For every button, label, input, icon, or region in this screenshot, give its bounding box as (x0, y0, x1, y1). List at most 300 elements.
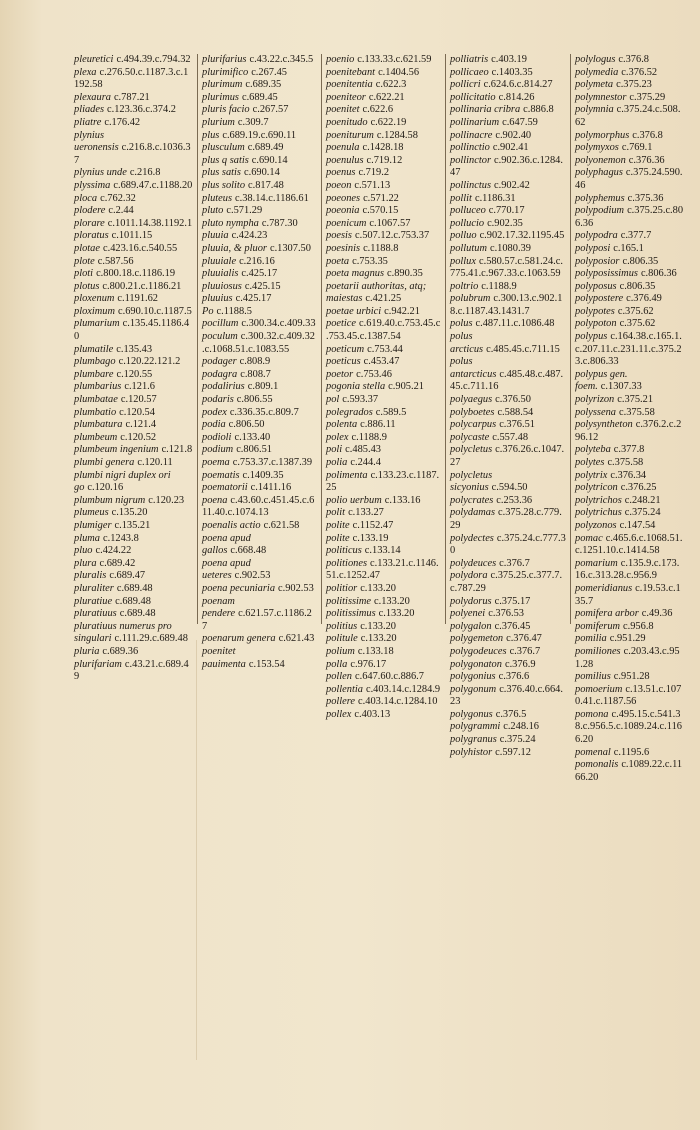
index-term: plodere (74, 205, 106, 217)
index-reference: c.770.17 (488, 205, 525, 217)
index-entry (202, 533, 317, 558)
index-reference: c.376.7 (509, 645, 541, 657)
index-entry (450, 281, 566, 294)
index-entry (326, 92, 441, 105)
index-entry (74, 646, 193, 659)
index-term: plexaura (74, 91, 111, 103)
index-entry (326, 444, 441, 457)
index-entry (326, 306, 441, 319)
index-reference: c.276.50.c.1187.3.c.1192.58 (74, 66, 189, 91)
index-entry (575, 621, 684, 634)
index-entry (74, 621, 193, 646)
index-term: polycaste (450, 431, 490, 443)
index-reference: c.133.20 (378, 608, 415, 620)
index-term: plumbago (74, 356, 116, 368)
index-entry (326, 180, 441, 193)
index-reference: c.622.19 (370, 116, 407, 128)
index-reference: c.376.53 (488, 608, 524, 620)
index-reference: c.133.23.c.1187.25 (326, 469, 440, 494)
index-reference: c.485.45.c.711.15 (486, 343, 560, 355)
index-reference: c.1307.33 (600, 381, 642, 393)
index-reference: c.689.42 (99, 557, 136, 569)
index-entry (450, 318, 566, 331)
index-reference: c.956.8 (623, 620, 654, 632)
index-entry (575, 646, 684, 671)
index-term: pomilia (575, 633, 607, 645)
index-entry (450, 54, 566, 67)
index-entry (575, 759, 684, 784)
index-reference: c.1307.50 (269, 242, 311, 254)
index-entry (202, 268, 317, 281)
index-entry (326, 407, 441, 420)
index-reference: c.806.51 (236, 444, 272, 456)
index-reference: c.375.24 (499, 734, 536, 746)
index-reference: c.689.35 (245, 79, 282, 91)
index-term: polydeuces (450, 557, 497, 569)
index-entry (74, 407, 193, 420)
index-entry (450, 394, 566, 407)
page-fold-line (196, 640, 197, 1060)
index-entry (202, 482, 317, 495)
index-term: pomoerium (575, 683, 623, 695)
index-reference: c.808.7 (240, 368, 271, 380)
index-reference: c.135.43 (116, 343, 153, 355)
index-entry (74, 92, 193, 105)
index-reference: c.587.56 (97, 255, 134, 267)
index-reference: c.495.15.c.541.38.c.956.5.c.1089.24.c.1166.20 (575, 708, 682, 746)
index-entry (450, 507, 566, 532)
index-term: poenitudo (326, 116, 368, 128)
index-term: polypodium (575, 205, 625, 217)
index-term: pollinaria cribra (450, 104, 521, 116)
index-term: plus q satis (202, 154, 249, 166)
index-reference: c.689.48 (116, 582, 153, 594)
index-term: pliades (74, 104, 105, 116)
index-reference: c.120.54 (119, 406, 155, 418)
index-term: poeticus (326, 356, 361, 368)
index-term: podagra (202, 368, 238, 380)
index-entry (74, 356, 193, 369)
index-term: pluuia (202, 230, 229, 242)
index-entry (326, 633, 441, 646)
index-term: polyteba (575, 444, 611, 456)
index-term: polus antarcticus (450, 356, 497, 380)
index-reference: c.806.50 (228, 419, 265, 431)
index-reference: c.375.29 (629, 91, 666, 103)
index-term: polyposus (575, 280, 617, 292)
index-entry (202, 54, 317, 67)
index-term: polymeta (575, 79, 614, 91)
index-term: pluria (74, 645, 100, 657)
index-entry (450, 671, 566, 684)
index-entry (202, 369, 317, 382)
index-term: pollex (326, 708, 352, 720)
index-reference: c.120.22.121.2 (118, 356, 181, 368)
index-entry (575, 457, 684, 470)
index-entry (575, 67, 684, 80)
index-term: pol (326, 394, 340, 406)
index-reference: c.787.21 (113, 91, 150, 103)
index-term: polyposior (575, 255, 620, 267)
index-reference: c.336.35.c.809.7 (229, 406, 299, 418)
index-entry (202, 394, 317, 407)
index-entry (202, 381, 317, 394)
index-entry (575, 444, 684, 457)
index-entry (202, 155, 317, 168)
index-term: plumbare (74, 368, 114, 380)
index-entry (74, 104, 193, 117)
index-entry (450, 470, 566, 495)
index-term: pollicri (450, 79, 481, 91)
index-entry (202, 432, 317, 445)
index-term: pollentia (326, 683, 363, 695)
index-entry (74, 583, 193, 596)
index-entry (74, 558, 193, 571)
index-term: polyssena (575, 406, 616, 418)
index-entry (202, 646, 317, 671)
index-term: plus satis (202, 167, 241, 179)
index-entry (450, 218, 566, 231)
index-reference: c.689.47 (109, 570, 146, 582)
index-term: polypodra (575, 230, 618, 242)
index-reference: c.624.6.c.814.27 (483, 79, 553, 91)
index-entry (202, 281, 317, 294)
index-entry (74, 444, 193, 457)
index-term: podioli (202, 431, 232, 443)
index-entry (326, 193, 441, 206)
index-reference: c.886.11 (360, 419, 396, 431)
index-entry (326, 130, 441, 143)
index-entry (202, 306, 317, 319)
index-term: pollutum (450, 242, 487, 254)
index-term: pollen (326, 671, 352, 683)
index-entry (74, 381, 193, 394)
index-reference: c.133.14 (364, 545, 401, 557)
index-entry (450, 558, 566, 571)
index-reference: c.120.16 (87, 482, 124, 494)
index-reference: c.690.10.c.1187.5 (117, 305, 192, 317)
index-entry (575, 608, 684, 621)
index-term: pogonia stella (326, 381, 386, 393)
index-term: pluuiale (202, 255, 237, 267)
index-reference: c.806.55 (236, 394, 273, 406)
index-term: polymnestor (575, 91, 627, 103)
index-entry (74, 344, 193, 357)
index-entry (74, 117, 193, 130)
index-reference: c.403.14.c.1284.10 (358, 696, 438, 708)
index-reference: c.43.21.c.689.49 (74, 658, 189, 683)
index-term: pollere (326, 696, 356, 708)
index-term: poenulus (326, 154, 364, 166)
index-entry (575, 583, 684, 608)
index-entry (450, 243, 566, 256)
index-reference: c.375.28.c.779.29 (450, 507, 562, 531)
index-reference: c.588.54 (497, 406, 534, 418)
index-entry (202, 318, 317, 331)
index-term: plus (202, 129, 220, 141)
index-reference: c.1243.8 (102, 532, 139, 544)
index-term: pomona (575, 708, 609, 720)
index-reference: c.165.1 (613, 242, 644, 254)
index-entry (575, 205, 684, 230)
index-reference: c.133.20 (374, 595, 410, 607)
index-entry (575, 54, 684, 67)
index-reference: c.689.45 (241, 91, 278, 103)
index-reference: c.120.52 (120, 431, 157, 443)
index-entry (326, 457, 441, 470)
index-entry (202, 218, 317, 231)
index-term: polytricon (575, 482, 618, 494)
index-reference: c.800.21.c.1186.21 (102, 280, 182, 292)
index-reference: c.668.48 (230, 545, 267, 557)
index-term: polydorus (450, 595, 492, 607)
index-entry (74, 318, 193, 343)
index-term: plumbi genera (74, 457, 135, 468)
index-term: polium (326, 645, 355, 657)
index-reference: c.806.36 (640, 268, 677, 280)
index-entry (326, 558, 441, 583)
index-term: plurimum (202, 79, 243, 91)
index-term: plus solito (202, 179, 246, 191)
index-term: plexa (74, 66, 97, 78)
index-entry (450, 684, 566, 709)
index-term: pollinacre (450, 129, 493, 141)
index-entry (575, 394, 684, 407)
index-reference: c.689.47.c.1188.20 (113, 179, 193, 191)
index-reference: c.690.14 (243, 167, 280, 179)
index-term: plumbatae (74, 394, 118, 406)
index-entry (326, 243, 441, 256)
index-term: plumbi nigri duplex ori go (74, 469, 171, 494)
index-term: podia (202, 419, 226, 431)
index-term: polio uerbum (326, 494, 382, 506)
index-term: ploxenum (74, 293, 115, 305)
index-reference: c.1411.16 (250, 482, 292, 494)
index-term: polyaegus (450, 394, 493, 406)
index-entry (450, 734, 566, 747)
index-term: Po (202, 305, 214, 317)
index-entry (74, 130, 193, 168)
index-entry (202, 230, 317, 243)
index-entry (326, 583, 441, 596)
index-term: poeon (326, 179, 352, 191)
index-term: pluuialis (202, 268, 239, 280)
index-term: polycletus (450, 444, 493, 456)
index-term: politicus (326, 545, 362, 557)
index-term: poetor (326, 368, 354, 380)
index-reference: c.300.34.c.409.33 (241, 318, 316, 330)
index-reference: c.248.16 (503, 721, 540, 733)
index-entry (202, 167, 317, 180)
index-term: poenitet pauimenta (202, 645, 246, 670)
index-entry (202, 104, 317, 117)
index-reference: c.375.62 (617, 305, 654, 317)
index-term: politissimus (326, 608, 376, 620)
index-reference: c.376.25 (620, 482, 657, 494)
index-entry (326, 67, 441, 80)
index-reference: c.689.49 (247, 142, 284, 154)
index-reference: c.719.2 (358, 167, 390, 179)
index-term: pollux (450, 255, 476, 267)
index-entry (450, 155, 566, 180)
index-entry (326, 671, 441, 684)
index-column-3 (321, 54, 445, 720)
index-entry (575, 709, 684, 747)
index-reference: c.424.23 (231, 230, 268, 242)
index-entry (326, 608, 441, 621)
index-entry (326, 344, 441, 357)
index-entry (575, 470, 684, 483)
index-reference: c.375.23 (616, 79, 652, 91)
index-entry (575, 243, 684, 256)
index-term: pluris facio (202, 104, 250, 116)
index-reference: c.942.21 (384, 305, 420, 317)
index-term: polluceo (450, 205, 486, 217)
index-entry (74, 457, 193, 470)
index-entry (326, 268, 441, 281)
index-reference: c.1195.6 (613, 746, 650, 758)
index-reference: c.808.9 (239, 356, 271, 368)
index-term: pluuiosus (202, 280, 242, 292)
index-entry (575, 193, 684, 206)
index-reference: c.1011.15 (111, 230, 153, 242)
index-term: pluteus (202, 192, 233, 204)
index-reference: c.309.7 (237, 116, 269, 128)
index-entry (326, 205, 441, 218)
index-reference: c.376.26.c.1047.27 (450, 444, 565, 468)
index-term: podaris (202, 394, 234, 406)
index-reference: c.376.34 (610, 469, 647, 481)
index-entry (450, 419, 566, 432)
index-entry (326, 520, 441, 533)
index-term: polia (326, 457, 348, 468)
index-term: polytrichos (575, 494, 622, 506)
index-term: poenitentia (326, 79, 373, 91)
index-term: polygranus (450, 734, 497, 746)
index-reference: c.2.44 (108, 205, 134, 217)
index-term: polytrichus (575, 507, 622, 519)
index-term: polygodeuces (450, 645, 507, 657)
index-entry (326, 142, 441, 155)
index-reference: c.375.25.c.806.36 (575, 205, 684, 229)
index-reference: c.580.57.c.581.24.c.775.41.c.967.33.c.1063.59 (450, 255, 563, 280)
index-reference: c.762.32 (100, 192, 136, 204)
index-reference: c.753.44 (367, 343, 403, 355)
index-term: plumatile (74, 343, 114, 355)
index-term: plynius ueronensis (74, 129, 119, 154)
index-entry (450, 293, 566, 318)
index-reference: c.622.6 (362, 104, 394, 116)
index-reference: c.806.35 (619, 280, 656, 292)
index-entry (575, 495, 684, 508)
index-reference: c.121.6 (124, 381, 155, 393)
index-entry (326, 281, 441, 306)
index-reference: c.719.12 (366, 154, 403, 166)
index-reference: c.890.35 (387, 268, 423, 280)
index-reference: c.43.22.c.345.5 (249, 54, 314, 65)
index-term: poena (202, 494, 228, 506)
index-entry (326, 218, 441, 231)
index-term: pluto (202, 205, 224, 217)
index-reference: c.621.43 (278, 633, 315, 645)
index-entry (326, 167, 441, 180)
index-term: politius (326, 620, 358, 632)
index-reference: c.375.36 (627, 192, 664, 204)
index-term: plotae (74, 242, 100, 254)
index-entry (450, 608, 566, 621)
index-term: poeniteor (326, 91, 366, 103)
index-reference: c.557.48 (492, 431, 529, 443)
index-reference: c.376.50 (495, 394, 531, 406)
index-reference: c.120.11 (137, 457, 173, 468)
index-term: poetarii authoritas, atq; maiestas (326, 280, 427, 305)
index-entry (74, 394, 193, 407)
index-reference: c.216.16 (239, 255, 275, 267)
index-term: polydamas (450, 507, 496, 519)
index-term: poena apud ueteres (202, 557, 251, 582)
index-term: poeticum (326, 343, 365, 355)
index-term: pluo (74, 545, 93, 557)
index-reference: c.376.40.c.664.23 (450, 683, 563, 708)
index-entry (326, 230, 441, 243)
index-term: plurifarius (202, 54, 247, 65)
index-entry (202, 633, 317, 646)
index-reference: c.689.19.c.690.11 (222, 129, 297, 141)
index-reference: c.485.43 (345, 444, 381, 456)
index-entry (450, 205, 566, 218)
index-term: poenio (326, 54, 355, 65)
index-term: polypotes (575, 305, 615, 317)
index-reference: c.1188.8 (363, 242, 399, 254)
index-reference: c.806.35 (622, 255, 659, 267)
index-reference: c.1089.22.c.1166.20 (575, 759, 683, 783)
index-entry (450, 444, 566, 469)
index-reference: c.375.21 (617, 394, 654, 406)
index-reference: c.589.5 (375, 406, 407, 418)
index-entry (74, 470, 193, 495)
index-reference: c.593.37 (342, 394, 379, 406)
index-term: plusculum (202, 142, 245, 154)
index-term: polyphagus (575, 167, 623, 179)
index-reference: c.809.1 (247, 381, 279, 393)
index-entry (575, 633, 684, 646)
index-entry (74, 230, 193, 243)
index-reference: c.597.12 (495, 746, 531, 758)
index-reference: c.377.7 (620, 230, 652, 242)
index-entry (326, 533, 441, 546)
index-column-1 (70, 54, 197, 683)
index-reference: c.571.13 (354, 179, 391, 191)
index-entry (326, 318, 441, 343)
index-term: poenalis actio (202, 519, 261, 531)
index-entry (74, 520, 193, 533)
index-term: poli (326, 444, 343, 456)
index-reference: c.621.57.c.1186.27 (202, 608, 312, 632)
index-reference: c.689.48 (115, 595, 151, 607)
index-reference: c.375.24.c.508.62 (575, 104, 681, 128)
index-term: polimenta (326, 469, 368, 481)
index-entry (450, 79, 566, 92)
index-entry (575, 507, 684, 520)
index-term: polla (326, 658, 348, 670)
index-term: polluo (450, 230, 477, 242)
index-entry (575, 369, 684, 394)
index-entry (326, 432, 441, 445)
index-reference: c.147.54 (619, 519, 656, 531)
index-reference: c.133.20 (360, 582, 396, 594)
index-term: pluralis (74, 570, 107, 582)
index-column-5 (570, 54, 688, 783)
